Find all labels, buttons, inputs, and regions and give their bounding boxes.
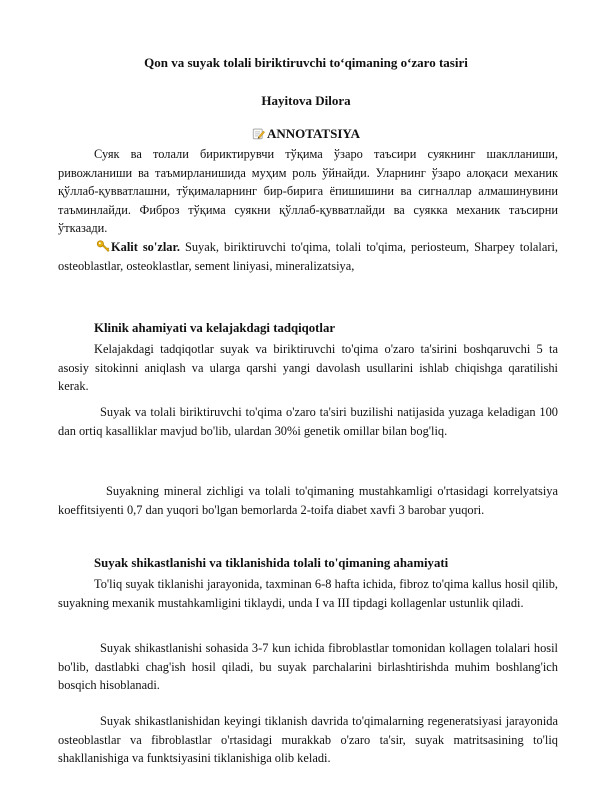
annotation-text: Суяк ва толали бириктирувчи тўқима ўзаро таъсири суякнинг шаклланиши, ривожланиши ва таъмирланишида муҳим роль ўйнайди. Уларнинг ўзаро алоқаси механик қўллаб-қувватлашни, тўқималарнинг бир-бирига ёпишишини ва сигналлар алмашинувини таъминлайди. Фиброз тўқима суякни қўллаб-қувватлайди ва суякка механик таъсирни ўтказади.	[58, 147, 558, 236]
keywords-paragraph	[58, 238, 558, 275]
annotation-heading: ANNOTATSIYA	[267, 126, 360, 141]
paper-title: Qon va suyak tolali biriktiruvchi to‘qimaning o‘zaro tasiri	[144, 55, 468, 70]
author-name: Hayitova Dilora	[261, 93, 351, 108]
section1-paragraph-1: Kelajakdagi tadqiqotlar suyak va biriktiruvchi to'qima o'zaro ta'sirini boshqaruvchi 5 ta asosiy sitokinni aniqlash va ularga qarshi yangi davolash usullarini ishlab chiqishga qaratilishi kerak.	[58, 342, 558, 394]
section2-paragraph-1: To'liq suyak tiklanishi jarayonida, taxminan 6-8 hafta ichida, fibroz to'qima kallus hosil qilib, suyakning mexanik mustahkamligini tiklaydi, unda I va III tipdagi kollagenlar ustunlik qiladi.	[58, 577, 558, 610]
section2-paragraph-3: Suyak shikastlanishidan keyingi tiklanish davrida to'qimalarning regeneratsiyasi jarayonida osteoblastlar va fibroblastlar o'rtasidagi murakkab o'zaro ta'sir, suyak matritsasining to'liq shakllanishiga va funktsiyasini tiklanishiga olib keladi.	[58, 714, 558, 766]
section1-paragraph-2: Suyak va tolali biriktiruvchi to'qima o'zaro ta'siri buzilishi natijasida yuzaga keladigan 100 dan ortiq kasalliklar mavjud bo'lib, ulardan 30%i genetik omillar bilan bog'liq.	[58, 405, 558, 438]
section-heading-clinical: Klinik ahamiyati va kelajakdagi tadqiqotlar	[94, 321, 336, 335]
annotation-heading-row	[0, 126, 612, 142]
keywords-text: Suyak, biriktiruvchi to'qima, tolali to'qima, periosteum, Sharpey tolalari, osteoblastlar, osteoklastlar, sement liniyasi, mineralizatsiya,	[58, 240, 558, 273]
key-icon	[96, 239, 110, 253]
keywords-label: Kalit so'zlar.	[111, 240, 180, 254]
section1-paragraph-3: Suyakning mineral zichligi va tolali to'qimaning mustahkamligi o'rtasidagi korrelyatsiya koeffitsiyenti 0,7 dan yuqori bo'lgan bemorlarda 2-toifa diabet xavfi 3 barobar yuqori.	[58, 484, 558, 517]
section2-paragraph-2: Suyak shikastlanishi sohasida 3-7 kun ichida fibroblastlar tomonidan kollagen tolalari hosil bo'lib, dastlabki chag'ish hosil qiladi, bu suyak parchalarini birlashtirishda muhim boshlang'ich bosqich hisoblanadi.	[58, 641, 558, 693]
section-heading-injury: Suyak shikastlanishi va tiklanishida tolali to'qimaning ahamiyati	[94, 556, 449, 570]
memo-icon	[252, 127, 265, 140]
